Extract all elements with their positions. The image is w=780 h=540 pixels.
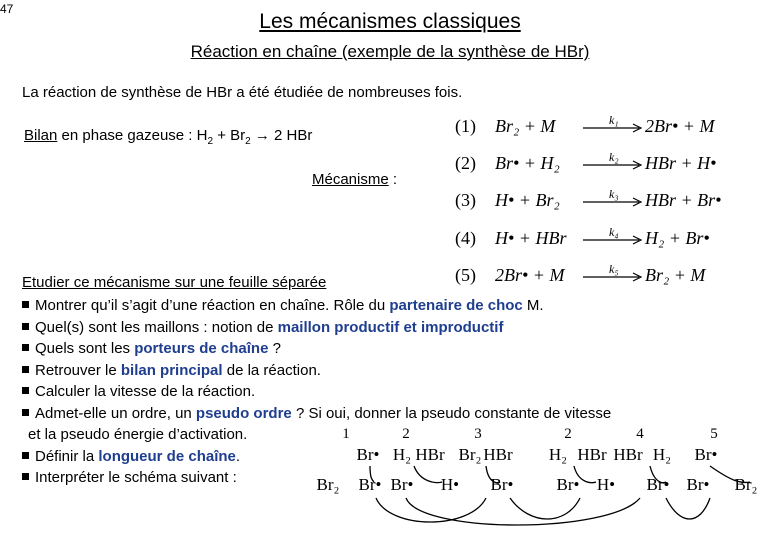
bullet-item: [22, 295, 611, 317]
equation-reactants: H• + Br₂: [495, 190, 560, 210]
schema-top-species: Br•: [356, 445, 380, 464]
bullet-text: Montrer qu’il s’agit d’une réaction en chaîne. Rôle du: [35, 297, 390, 314]
intro-text: La réaction de synthèse de HBr a été étudiée de nombreuses fois.: [22, 84, 463, 101]
bullet-item: [22, 317, 611, 339]
bullet-text: Quels sont les: [35, 340, 135, 357]
schema-bottom-species: Br•: [686, 475, 710, 494]
step-number: 5: [710, 426, 718, 442]
bullet-text: Définir la: [35, 447, 99, 465]
bilan-sub2: 2: [245, 136, 251, 147]
slide-title: Les mécanismes classiques: [259, 10, 521, 33]
square-bullet-icon: [22, 301, 29, 308]
schema-bottom-species: Br•: [358, 475, 382, 494]
step-number: 3: [474, 426, 482, 442]
bullet-text: Interpréter le schéma suivant :: [35, 469, 237, 486]
reaction-arrow-icon: [583, 116, 645, 142]
step-number: 2: [564, 426, 572, 442]
step-number: 2: [402, 426, 410, 442]
rate-constant: k₄: [609, 228, 619, 239]
rate-constant: k₃: [609, 190, 619, 201]
slide-subtitle: Réaction en chaîne (exemple de la synthèse de HBr): [190, 42, 590, 61]
schema-connector-arrow: [376, 498, 486, 522]
step-number: 4: [636, 426, 644, 442]
bullet-highlight: partenaire de choc: [389, 297, 523, 314]
task-title: Etudier ce mécanisme sur une feuille séparée: [22, 274, 327, 291]
schema-bottom-species: H•: [440, 475, 460, 494]
reaction-arrow-icon: [583, 228, 645, 254]
bullet-text-end: M.: [522, 297, 544, 314]
equation-products: HBr + Br•: [645, 190, 722, 210]
equation-products: H₂ + Br•: [645, 228, 710, 248]
step-number: 1: [342, 426, 350, 442]
equation-reactants: Br₂ + M: [495, 116, 556, 136]
rate-constant: k₂: [609, 153, 619, 164]
reaction-arrow-icon: [583, 153, 645, 179]
bilan-label: Bilan: [24, 127, 58, 144]
schema-top-species: H₂: [548, 445, 568, 464]
schema-bottom-species: H•: [596, 475, 616, 494]
square-bullet-icon: [22, 366, 29, 373]
bullet-highlight: porteurs de chaîne: [134, 340, 269, 357]
square-bullet-icon: [22, 323, 29, 330]
mechanism-colon: :: [388, 171, 398, 188]
rate-constant: k₁: [609, 116, 619, 127]
bilan-text-b: + Br: [213, 127, 246, 144]
schema-bottom-species: Br•: [556, 475, 580, 494]
schema-bottom-species: Br•: [490, 475, 514, 494]
schema-top-species: HBr: [483, 445, 513, 464]
mechanism-word: Mécanisme: [312, 171, 389, 188]
bullet-highlight: pseudo ordre: [195, 404, 292, 422]
square-bullet-icon: [22, 409, 29, 416]
bullet-text: Calculer la vitesse de la réaction.: [35, 383, 256, 400]
bullet-item: [22, 403, 611, 425]
equation-products: Br₂ + M: [645, 265, 706, 285]
bilan-sub1: 2: [207, 136, 214, 147]
schema-connector-arrow: [510, 498, 580, 519]
bullet-text: Admet-elle un ordre, un: [35, 404, 196, 422]
square-bullet-icon: [22, 452, 29, 459]
bilan-text-a: en phase gazeuse : H: [57, 127, 208, 144]
bilan-text-c: → 2 HBr: [250, 127, 313, 144]
equation-products: HBr + H•: [645, 153, 717, 173]
square-bullet-icon: [22, 387, 29, 394]
schema-connector-arrow: [666, 498, 710, 519]
schema-connector-arrow: [414, 466, 442, 483]
equation-number: (4): [455, 228, 476, 248]
bullet-text: Quel(s) sont les maillons : notion de: [35, 318, 278, 336]
equation-number: (3): [455, 190, 476, 210]
schema-top-species: HBr: [577, 445, 607, 464]
equation-reactants: 2Br• + M: [495, 265, 565, 285]
schema-top-species: H₂: [392, 445, 412, 464]
bullet-text: et la pseudo énergie d’activation.: [28, 426, 248, 443]
bullet-item: [22, 338, 611, 360]
bullet-text-end: ? Si oui, donner la pseudo constante de vitesse: [291, 404, 612, 422]
rate-constant: k₅: [609, 265, 619, 276]
reaction-arrow-icon: [583, 190, 645, 216]
equation-number: (5): [455, 265, 476, 285]
bullet-highlight: maillon productif et improductif: [277, 318, 504, 336]
schema-bottom-species: Br•: [390, 475, 414, 494]
bullet-item: [22, 381, 611, 403]
square-bullet-icon: [22, 473, 29, 480]
equation-number: (2): [455, 153, 476, 173]
schema-top-species: HBr: [613, 445, 643, 464]
equation-reactants: H• + HBr: [495, 228, 567, 248]
bullet-highlight: bilan principal: [120, 361, 223, 379]
bullet-text-end: .: [235, 447, 241, 465]
chain-schema: [310, 422, 780, 540]
schema-bottom-species: Br₂: [734, 475, 758, 494]
bilan-line: [24, 127, 312, 147]
equation-reactants: Br• + H₂: [495, 153, 560, 173]
equation-products: 2Br• + M: [645, 116, 715, 136]
schema-bottom-species: Br•: [646, 475, 670, 494]
slide-number: 47: [0, 2, 14, 16]
bullet-highlight: longueur de chaîne: [98, 447, 236, 465]
bullet-item: [22, 360, 611, 382]
bullet-text-end: ?: [268, 340, 281, 357]
equation-number: (1): [455, 116, 476, 136]
schema-bottom-species: Br₂: [316, 475, 340, 494]
schema-top-species: HBr: [415, 445, 445, 464]
schema-top-species: Br•: [694, 445, 718, 464]
square-bullet-icon: [22, 344, 29, 351]
mechanism-label: [312, 171, 397, 188]
bullet-text-end: de la réaction.: [222, 361, 321, 379]
reaction-arrow-icon: [583, 265, 645, 291]
schema-top-species: H₂: [652, 445, 672, 464]
bullet-text: Retrouver le: [35, 361, 121, 379]
schema-top-species: Br₂: [458, 445, 482, 464]
